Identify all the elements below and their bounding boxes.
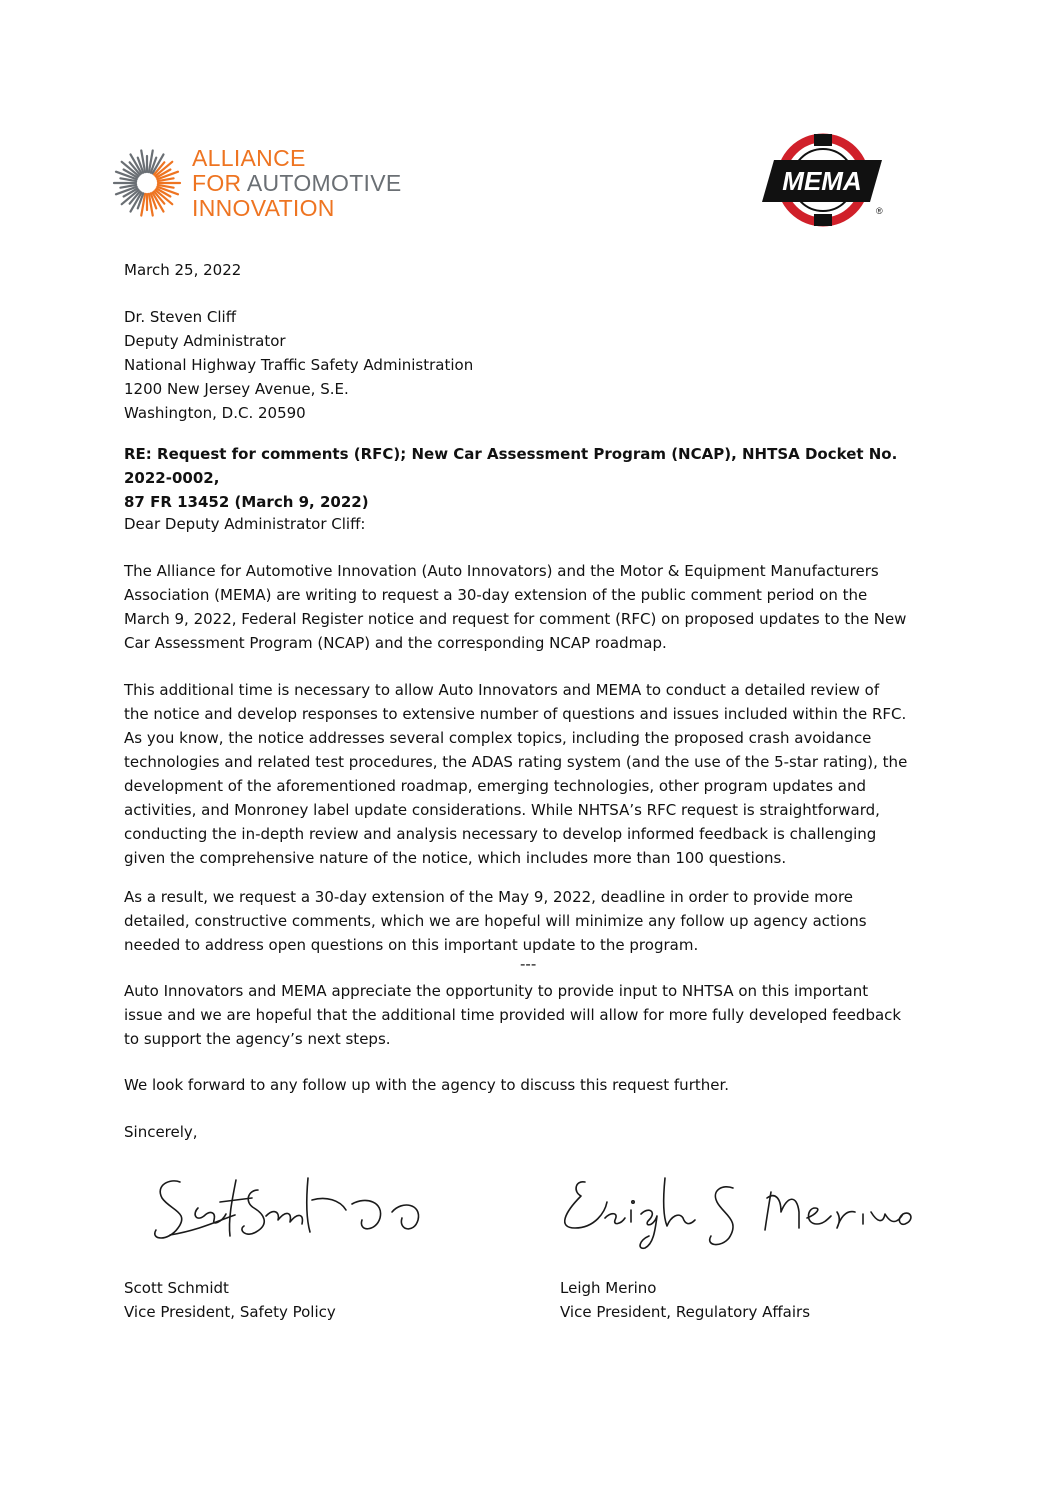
alliance-line2b: AUTOMOTIVE — [246, 170, 402, 196]
text-line: Auto Innovators and MEMA appreciate the opportunity to provide input to NHTSA on this important — [124, 982, 869, 1000]
text-line: Association (MEMA) are writing to request a 30-day extension of the public comment period on the — [124, 586, 868, 604]
text-line: detailed, constructive comments, which we are hopeful will minimize any follow up agency actions — [124, 912, 867, 930]
paragraph-2 — [124, 678, 944, 870]
text-line: As you know, the notice addresses several complex topics, including the proposed crash avoidance — [124, 729, 872, 747]
signer-title: Vice President, Regulatory Affairs — [560, 1303, 811, 1321]
signer-name: Scott Schmidt — [124, 1279, 229, 1297]
paragraph-4 — [124, 979, 944, 1051]
signature-schmidt — [140, 1160, 440, 1260]
text-line: the notice and develop responses to extensive number of questions and issues included within the RFC. — [124, 705, 907, 723]
address-line: Deputy Administrator — [124, 332, 286, 350]
text-line: given the comprehensive nature of the notice, which includes more than 100 questions. — [124, 849, 787, 867]
registered-mark: ® — [876, 206, 883, 216]
signer-name: Leigh Merino — [560, 1279, 657, 1297]
mema-text: MEMA — [782, 166, 862, 196]
text-line: issue and we are hopeful that the additional time provided will allow for more fully developed feedback — [124, 1006, 902, 1024]
alliance-wordmark — [192, 146, 402, 221]
signature-merino — [545, 1162, 925, 1262]
text-line: technologies and related test procedures, the ADAS rating system (and the use of the 5-star rating), the — [124, 753, 908, 771]
address-line: 1200 New Jersey Avenue, S.E. — [124, 380, 349, 398]
alliance-line3: INNOVATION — [192, 195, 335, 221]
recipient-address — [124, 305, 944, 425]
text-line: The Alliance for Automotive Innovation (Auto Innovators) and the Motor & Equipment Manufacturers — [124, 562, 879, 580]
text-line: conducting the in-depth review and analysis necessary to develop informed feedback is challenging — [124, 825, 877, 843]
section-divider: --- — [520, 955, 537, 973]
text-line: This additional time is necessary to allow Auto Innovators and MEMA to conduct a detailed review of — [124, 681, 880, 699]
alliance-logo — [112, 140, 442, 230]
text-line: development of the aforementioned roadmap, emerging technologies, other program updates and — [124, 777, 867, 795]
paragraph-1 — [124, 559, 944, 655]
sunburst-icon — [112, 148, 182, 218]
alliance-line2a: FOR — [192, 170, 247, 196]
alliance-line1: ALLIANCE — [192, 145, 306, 171]
text-line: activities, and Monroney label update considerations. While NHTSA’s RFC request is straightforward, — [124, 801, 880, 819]
subject-line — [124, 442, 944, 514]
signer-title: Vice President, Safety Policy — [124, 1303, 336, 1321]
mema-logo — [758, 130, 898, 230]
text-line: March 9, 2022, Federal Register notice and request for comment (RFC) on proposed updates to the New — [124, 610, 907, 628]
signer-merino — [560, 1276, 810, 1324]
salutation: Dear Deputy Administrator Cliff: — [124, 515, 366, 533]
subject-line-1: RE: Request for comments (RFC); New Car Assessment Program (NCAP), NHTSA Docket No. 2022-0002, — [124, 445, 898, 487]
address-line: Washington, D.C. 20590 — [124, 404, 306, 422]
address-line: National Highway Traffic Safety Administration — [124, 356, 474, 374]
paragraph-3 — [124, 885, 944, 957]
address-line: Dr. Steven Cliff — [124, 308, 237, 326]
letter-date: March 25, 2022 — [124, 261, 242, 279]
closing: Sincerely, — [124, 1123, 198, 1141]
text-line: Car Assessment Program (NCAP) and the corresponding NCAP roadmap. — [124, 634, 667, 652]
text-line: As a result, we request a 30-day extension of the May 9, 2022, deadline in order to provide more — [124, 888, 854, 906]
signer-schmidt — [124, 1276, 336, 1324]
text-line: to support the agency’s next steps. — [124, 1030, 391, 1048]
paragraph-5: We look forward to any follow up with the agency to discuss this request further. — [124, 1076, 730, 1094]
text-line: needed to address open questions on this important update to the program. — [124, 936, 699, 954]
subject-line-2: 87 FR 13452 (March 9, 2022) — [124, 493, 369, 511]
